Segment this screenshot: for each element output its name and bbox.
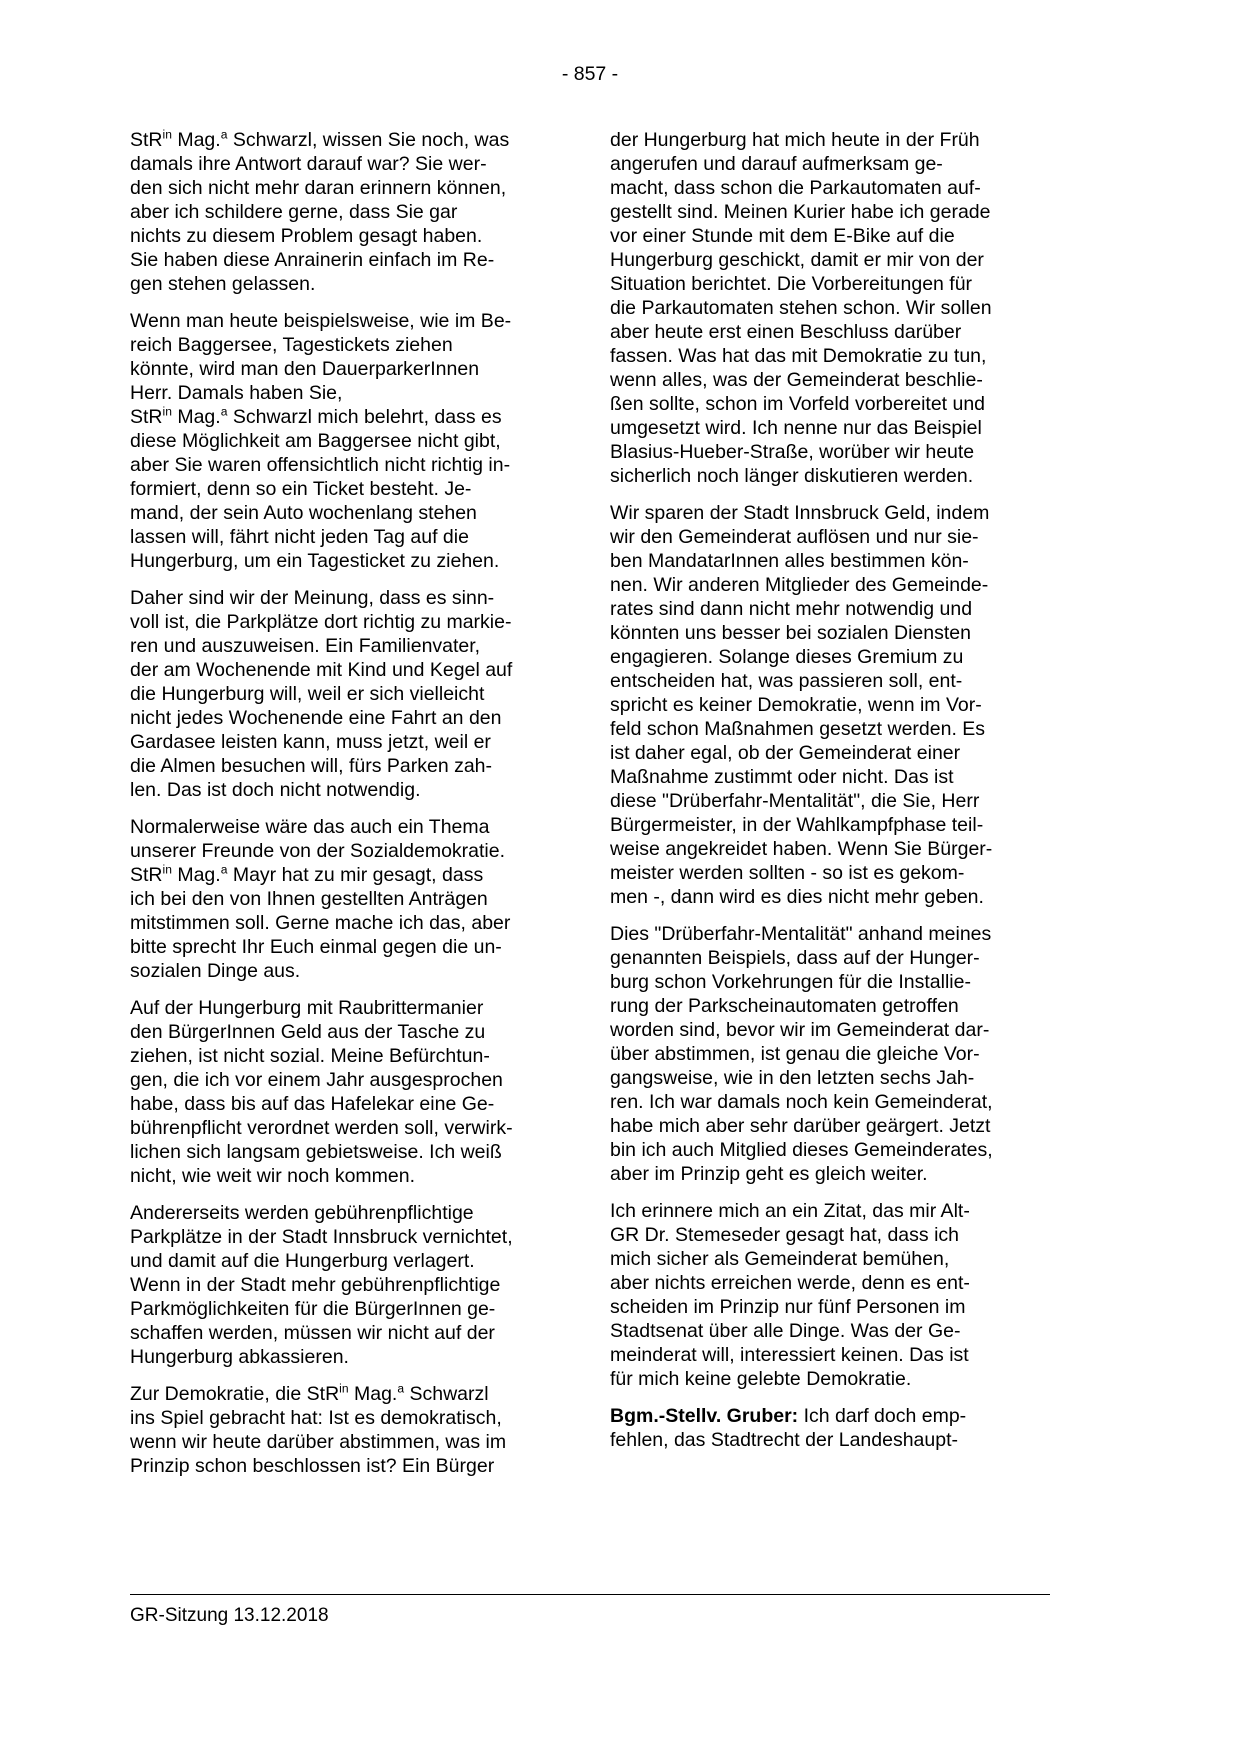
page-number: - 857 - [561,63,619,85]
paragraph: Daher sind wir der Meinung, dass es sinn- voll ist, die Parkplätze dort richtig zu markie- ren und auszuweisen. Ein Familienvater, der am Wochenende mit Kind und Kegel auf die Hungerburg will, weil er sich vielleicht nicht jedes Wochenende eine Fahrt an den Gardasee leisten kann, muss jetzt, weil er die Almen besuchen will, fürs Parken zah- len. Das ist doch nicht notwendig. [130,587,513,801]
paragraph: Bgm.-Stellv. Gruber: Ich darf doch emp- fehlen, das Stadtrecht der Landeshaupt- [610,1405,967,1451]
paragraph: Auf der Hungerburg mit Raubrittermanier den BürgerInnen Geld aus der Tasche zu ziehen, ist nicht sozial. Meine Befürchtun- gen, die ich vor einem Jahr ausgesprochen habe, dass bis auf das Hafelekar eine Ge- bührenpflicht verordnet werden soll, verwirk- lichen sich langsam gebietsweise. Ich weiß nicht, wie weit wir noch kommen. [130,997,513,1187]
paragraph: Zur Demokratie, die StR$^{in}$ Mag.$^a$ Schwarzl ins Spiel gebracht hat: Ist es demokratisch, wenn wir heute darüber abstimmen, was im Prinzip schon beschlossen ist? Ein Bürger [130,1381,507,1477]
footer-text: GR-Sitzung 13.12.2018 [130,1605,329,1626]
paragraph: der Hungerburg hat mich heute in der Früh angerufen und darauf aufmerksam ge- macht, dass schon die Parkautomaten auf- gestellt sind. Meinen Kurier habe ich gerade vor einer Stunde mit dem E-Bike auf die Hungerburg geschickt, damit er mir von der Situation berichtet. Die Vorbereitungen für die Parkautomaten stehen schon. Wir sollen aber heute erst einen Beschluss darüber fassen. Was hat das mit Demokratie zu tun, wenn alles, was der Gemeinderat beschlie- ßen sollte, schon im Vorfeld vorbereitet und umgesetzt wird. Ich nenne nur das Beispiel Blasius-Hueber-Straße, worüber wir heute sicherlich noch länger diskutieren werden. [610,129,992,487]
paragraph: StR$^{in}$ Mag.$^a$ Schwarzl, wissen Sie noch, was damals ihre Antwort darauf war? Sie wer- den sich nicht mehr daran erinnern können, aber ich schildere gerne, dass Sie gar nichts zu diesem Problem gesagt haben. Sie haben diese Anrainerin einfach im Re- gen stehen gelassen. [130,127,510,295]
speaker-name: Bgm.-Stellv. Gruber: [610,1405,799,1427]
paragraph: Dies "Drüberfahr-Mentalität" anhand meines genannten Beispiels, dass auf der Hunger- burg schon Vorkehrungen für die Installie- rung der Parkscheinautomaten getroffen worden sind, bevor wir im Gemeinderat dar- über abstimmen, ist genau die gleiche Vor- gangsweise, wie in den letzten sechs Jah- ren. Ich war damals noch kein Gemeinderat, habe mich aber sehr darüber geärgert. Jetzt bin ich auch Mitglied dieses Gemeinderates, aber im Prinzip geht es gleich weiter. [610,923,993,1185]
paragraph: Andererseits werden gebührenpflichtige Parkplätze in der Stadt Innsbruck vernichtet, und damit auf die Hungerburg verlagert. Wenn in der Stadt mehr gebührenpflichtige Parkmöglichkeiten für die BürgerInnen ge- schaffen werden, müssen wir nicht auf der Hungerburg abkassieren. [130,1202,513,1368]
paragraph: Normalerweise wäre das auch ein Thema unserer Freunde von der Sozialdemokratie. StR$^{in}$ Mag.$^a$ Mayr hat zu mir gesagt, dass ich bei den von Ihnen gestellten Anträgen mitstimmen soll. Gerne mache ich das, aber bitte sprecht Ihr Euch einmal gegen die un- sozialen Dinge aus. [130,816,511,982]
left-column [130,128,580,1491]
paragraph: Wenn man heute beispielsweise, wie im Be- reich Baggersee, Tagestickets ziehen könnte, wird man den DauerparkerInnen Herr. Damals haben Sie, StR$^{in}$ Mag.$^a$ Schwarzl mich belehrt, dass es diese Möglichkeit am Baggersee nicht gibt, aber Sie waren offensichtlich nicht richtig in- formiert, denn so ein Ticket besteht. Je- mand, der sein Auto wochenlang stehen lassen will, fährt nicht jeden Tag auf die Hungerburg, um ein Tagesticket zu ziehen. [130,310,512,572]
paragraph: Ich erinnere mich an ein Zitat, das mir Alt- GR Dr. Stemeseder gesagt hat, dass ich mich sicher als Gemeinderat bemühen, aber nichts erreichen werde, denn es ent- scheiden im Prinzip nur fünf Personen im Stadtsenat über alle Dinge. Was der Ge- meinderat will, interessiert keinen. Das ist für mich keine gelebte Demokratie. [610,1200,970,1390]
page-footer [130,1594,1050,1627]
paragraph: Wir sparen der Stadt Innsbruck Geld, indem wir den Gemeinderat auflösen und nur sie- ben MandatarInnen alles bestimmen kön- nen. Wir anderen Mitglieder des Gemeinde- rates sind dann nicht mehr notwendig und könnten uns besser bei sozialen Diensten engagieren. Solange dieses Gremium zu entscheiden hat, was passieren soll, ent- spricht es keiner Demokratie, wenn im Vor- feld schon Maßnahmen gesetzt werden. Es ist daher egal, ob der Gemeinderat einer Maßnahme zustimmt oder nicht. Das ist diese "Drüberfahr-Mentalität", die Sie, Herr Bürgermeister, in der Wahlkampfphase teil- weise angekreidet haben. Wenn Sie Bürger- meister werden sollten - so ist es gekom- men -, dann wird es dies nicht mehr geben. [610,502,993,908]
right-column [610,128,1050,1491]
text-columns [130,128,1050,1491]
